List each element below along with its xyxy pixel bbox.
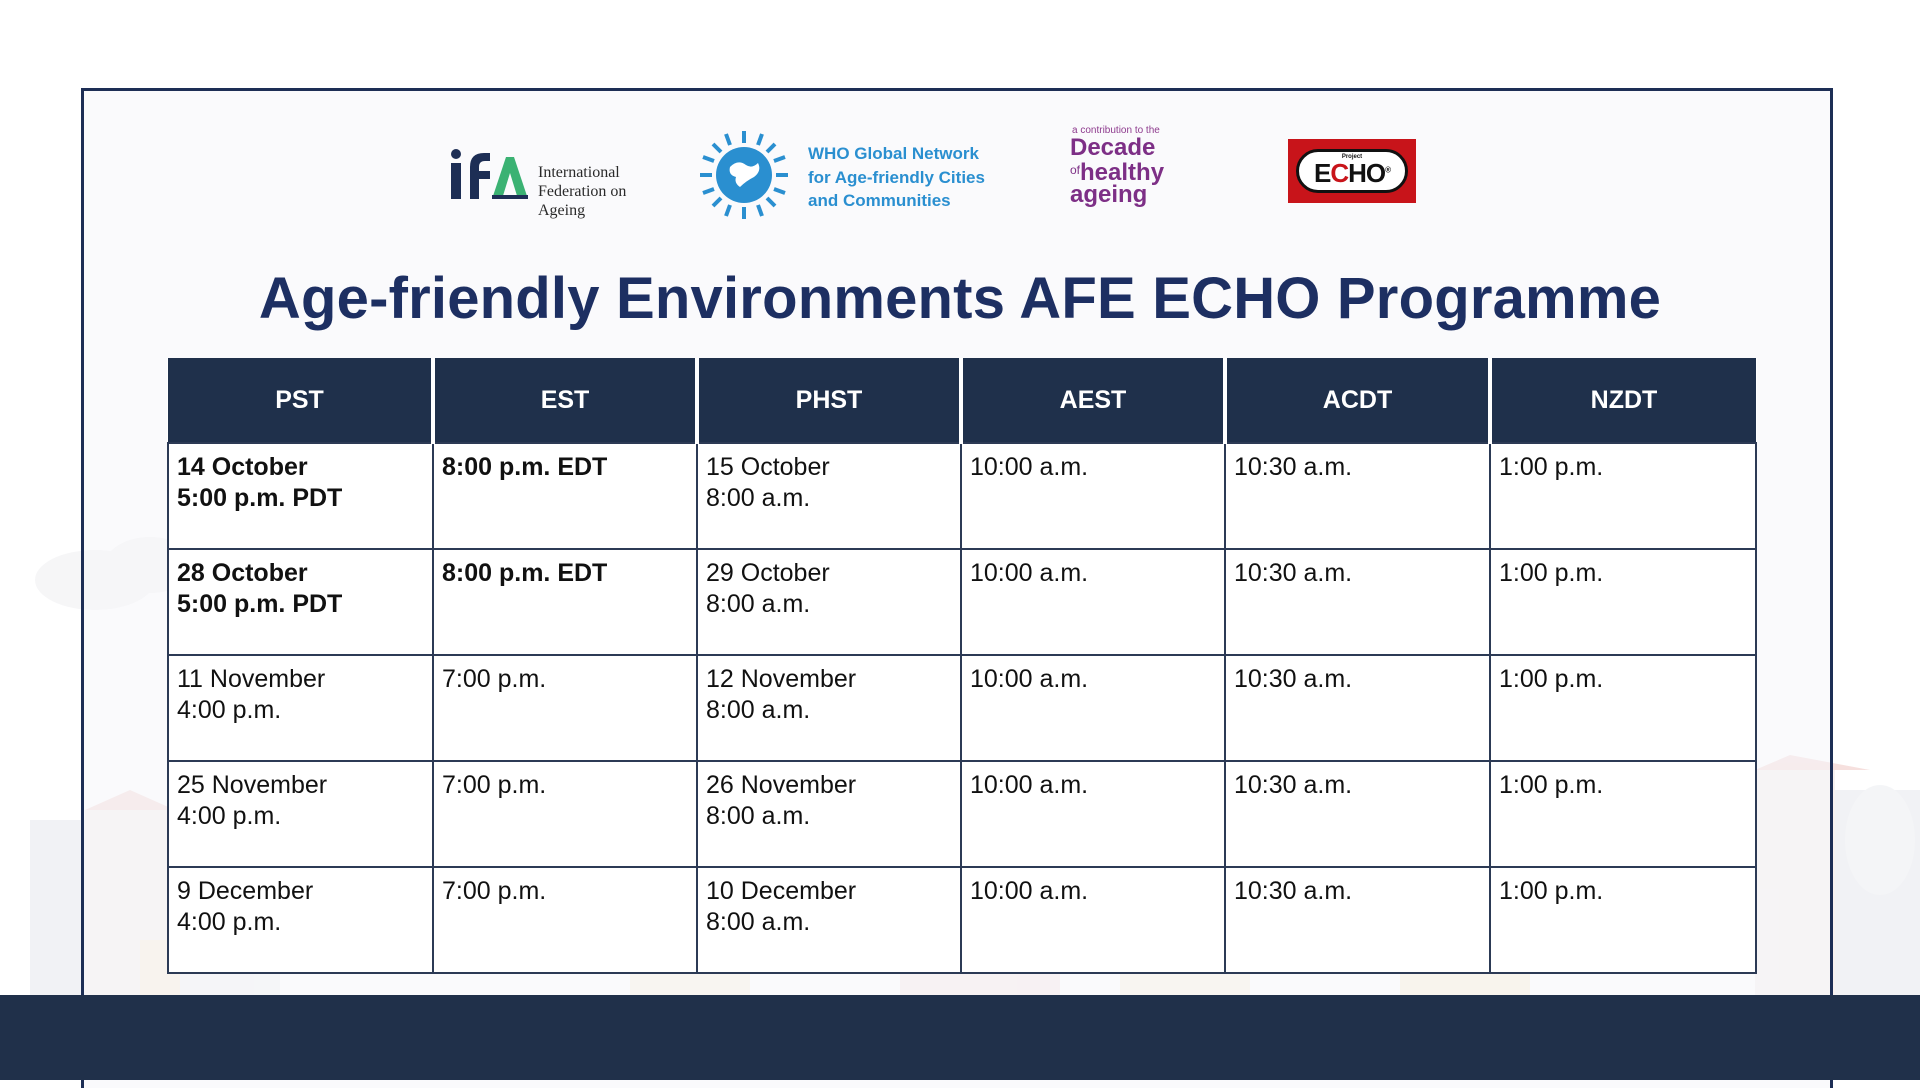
ifa-logo-mark bbox=[448, 145, 528, 205]
echo-registered: ® bbox=[1385, 165, 1391, 175]
phst-time: 8:00 a.m. bbox=[706, 696, 811, 724]
cell-acdt: 10:30 a.m. bbox=[1225, 867, 1490, 973]
decade-word-3: ageing bbox=[1070, 181, 1148, 208]
cell-acdt: 10:30 a.m. bbox=[1225, 549, 1490, 655]
ifa-logo bbox=[448, 137, 648, 217]
project-echo-logo bbox=[1288, 139, 1416, 203]
ifa-line-1: International bbox=[538, 164, 620, 181]
cell-aest: 10:00 a.m. bbox=[961, 655, 1225, 761]
decade-healthy-ageing-logo bbox=[1070, 125, 1220, 225]
pst-date: 25 November bbox=[177, 771, 328, 799]
decade-tagline: a contribution to the bbox=[1072, 125, 1160, 136]
who-network-logo bbox=[696, 125, 1016, 229]
column-header-nzdt: NZDT bbox=[1490, 358, 1756, 443]
pst-time: 4:00 p.m. bbox=[177, 908, 282, 936]
decade-of: of bbox=[1070, 163, 1081, 177]
ifa-logo-text bbox=[538, 163, 668, 220]
cell-pst bbox=[168, 867, 433, 973]
cell-aest: 10:00 a.m. bbox=[961, 549, 1225, 655]
cell-pst bbox=[168, 761, 433, 867]
schedule-table bbox=[167, 358, 1757, 974]
phst-date: 26 November bbox=[706, 771, 857, 799]
table-row bbox=[168, 443, 1756, 549]
phst-date: 29 October bbox=[706, 559, 830, 587]
footer-bar bbox=[0, 995, 1920, 1080]
cell-nzdt: 1:00 p.m. bbox=[1490, 867, 1756, 973]
pst-date: 28 October bbox=[177, 559, 308, 587]
column-header-aest: AEST bbox=[961, 358, 1225, 443]
pst-date: 11 November bbox=[177, 665, 326, 693]
logo-row bbox=[0, 125, 1920, 225]
cell-phst bbox=[697, 867, 961, 973]
cell-pst bbox=[168, 549, 433, 655]
cell-est: 7:00 p.m. bbox=[433, 761, 697, 867]
column-header-est: EST bbox=[433, 358, 697, 443]
phst-time: 8:00 a.m. bbox=[706, 590, 811, 618]
cell-nzdt: 1:00 p.m. bbox=[1490, 443, 1756, 549]
cell-phst bbox=[697, 549, 961, 655]
phst-time: 8:00 a.m. bbox=[706, 484, 811, 512]
pst-date: 9 December bbox=[177, 877, 314, 905]
decade-wordmark bbox=[1070, 134, 1220, 208]
cell-nzdt: 1:00 p.m. bbox=[1490, 655, 1756, 761]
who-logo-text bbox=[808, 142, 1028, 213]
phst-date: 15 October bbox=[706, 453, 830, 481]
table-row bbox=[168, 867, 1756, 973]
pst-time: 5:00 p.m. PDT bbox=[177, 590, 343, 618]
cell-pst bbox=[168, 655, 433, 761]
echo-pill bbox=[1296, 149, 1408, 193]
cell-phst bbox=[697, 761, 961, 867]
table-row bbox=[168, 761, 1756, 867]
phst-time: 8:00 a.m. bbox=[706, 908, 811, 936]
cell-aest: 10:00 a.m. bbox=[961, 761, 1225, 867]
cell-acdt: 10:30 a.m. bbox=[1225, 443, 1490, 549]
cell-phst bbox=[697, 443, 961, 549]
cell-aest: 10:00 a.m. bbox=[961, 867, 1225, 973]
cell-acdt: 10:30 a.m. bbox=[1225, 655, 1490, 761]
echo-letter-c: C bbox=[1330, 158, 1349, 188]
column-header-pst: PST bbox=[168, 358, 433, 443]
column-header-phst: PHST bbox=[697, 358, 961, 443]
globe-icon bbox=[696, 127, 792, 223]
decade-word-2: healthy bbox=[1080, 159, 1165, 186]
echo-letters-ho: HO bbox=[1348, 158, 1386, 188]
ifa-line-2: Federation on bbox=[538, 183, 627, 200]
echo-wordmark bbox=[1299, 158, 1405, 189]
pst-time: 5:00 p.m. PDT bbox=[177, 484, 343, 512]
pst-time: 4:00 p.m. bbox=[177, 802, 282, 830]
who-line-3: and Communities bbox=[808, 191, 951, 210]
cell-acdt: 10:30 a.m. bbox=[1225, 761, 1490, 867]
phst-date: 12 November bbox=[706, 665, 857, 693]
cell-nzdt: 1:00 p.m. bbox=[1490, 761, 1756, 867]
table-row bbox=[168, 655, 1756, 761]
page-title: Age-friendly Environments AFE ECHO Programme bbox=[258, 266, 1662, 331]
cell-phst bbox=[697, 655, 961, 761]
who-line-1: WHO Global Network bbox=[808, 144, 979, 163]
cell-nzdt: 1:00 p.m. bbox=[1490, 549, 1756, 655]
phst-time: 8:00 a.m. bbox=[706, 802, 811, 830]
column-header-acdt: ACDT bbox=[1225, 358, 1490, 443]
cell-est: 7:00 p.m. bbox=[433, 867, 697, 973]
phst-date: 10 December bbox=[706, 877, 857, 905]
decade-word-1: Decade bbox=[1070, 134, 1156, 161]
echo-project-label: Project bbox=[1341, 154, 1363, 160]
ifa-line-3: Ageing bbox=[538, 202, 586, 219]
pst-time: 4:00 p.m. bbox=[177, 696, 282, 724]
echo-letter-e: E bbox=[1313, 158, 1331, 188]
cell-pst bbox=[168, 443, 433, 549]
cell-est: 8:00 p.m. EDT bbox=[433, 443, 697, 549]
table-header-row bbox=[168, 358, 1756, 443]
cell-est: 8:00 p.m. EDT bbox=[433, 549, 697, 655]
pst-date: 14 October bbox=[177, 453, 308, 481]
cell-aest: 10:00 a.m. bbox=[961, 443, 1225, 549]
who-line-2: for Age-friendly Cities bbox=[808, 167, 985, 187]
table-row bbox=[168, 549, 1756, 655]
cell-est: 7:00 p.m. bbox=[433, 655, 697, 761]
